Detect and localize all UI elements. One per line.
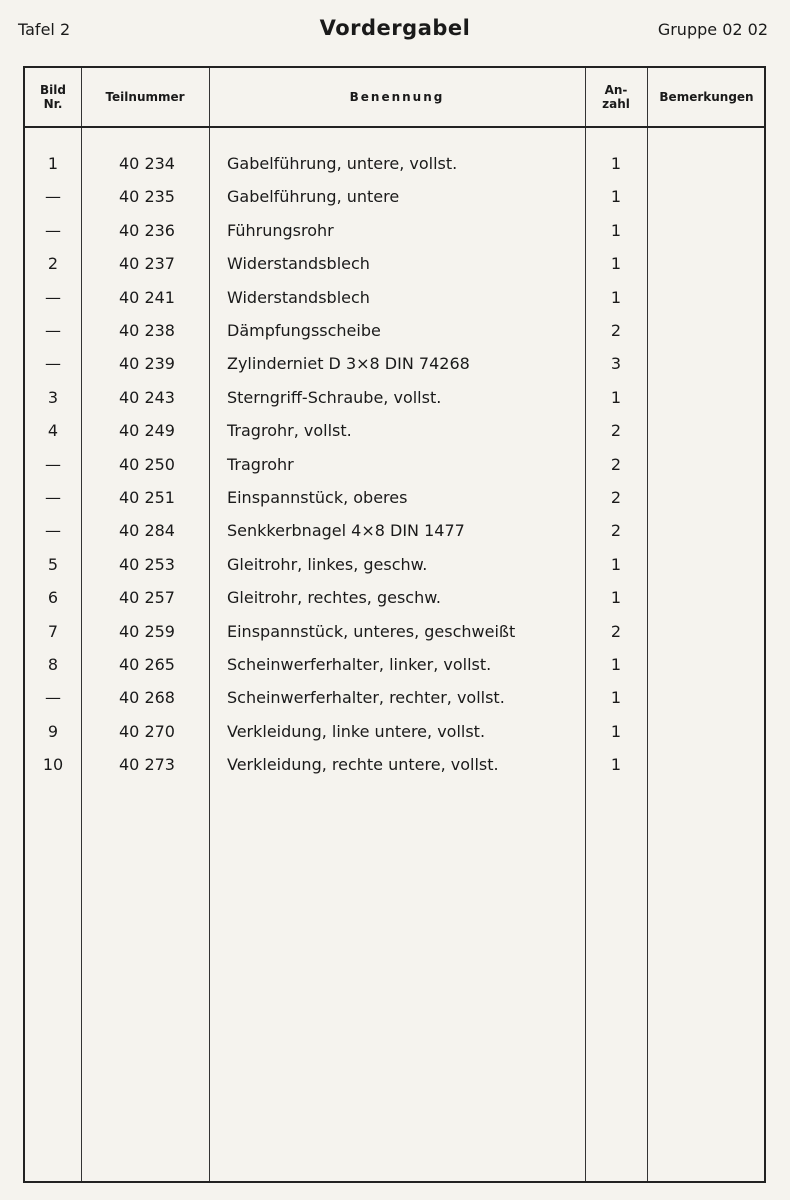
part-name: Tragrohr — [227, 454, 294, 474]
part-number: 40 239 — [119, 354, 175, 374]
part-number: 40 273 — [119, 755, 175, 775]
bild-number: 1 — [47, 154, 59, 173]
table-row — [25, 749, 764, 782]
bild-number: — — [45, 187, 61, 207]
part-number: 40 237 — [119, 254, 175, 274]
quantity: 1 — [610, 220, 622, 240]
quantity: 2 — [610, 488, 622, 507]
table-row — [25, 215, 764, 248]
group-label: Gruppe 02 02 — [657, 20, 768, 39]
bild-number: — — [45, 454, 61, 474]
part-name: Scheinwerferhalter, rechter, vollst. — [227, 688, 505, 708]
bild-number: 2 — [47, 254, 59, 274]
table-row — [25, 415, 764, 448]
part-number: 40 234 — [119, 154, 175, 173]
quantity: 3 — [610, 354, 622, 374]
table-row — [25, 382, 764, 415]
part-name: Gabelführung, untere — [227, 187, 400, 207]
part-name: Einspannstück, oberes — [227, 488, 408, 507]
part-number: 40 251 — [119, 488, 175, 507]
header-divider — [25, 126, 764, 128]
column-header-anzahl — [585, 68, 647, 126]
page-title: Vordergabel — [319, 16, 471, 40]
table-row — [25, 282, 764, 315]
quantity: 1 — [610, 154, 622, 173]
part-name: Zylinderniet D 3×8 DIN 74268 — [227, 354, 470, 374]
part-number: 40 243 — [119, 387, 175, 407]
column-header-bild-line2: Nr. — [43, 97, 63, 111]
column-header-bemerkungen: Bemerkungen — [659, 90, 754, 104]
column-header-teilnummer: Teilnummer — [105, 90, 185, 104]
bild-number: 9 — [47, 721, 59, 741]
quantity: 1 — [610, 588, 622, 608]
part-name: Verkleidung, rechte untere, vollst. — [227, 755, 499, 775]
quantity: 1 — [610, 655, 622, 674]
bild-number: 3 — [47, 387, 59, 407]
bild-number: 8 — [47, 655, 59, 674]
quantity: 1 — [610, 688, 622, 708]
column-header-bild — [25, 68, 81, 126]
part-name: Einspannstück, unteres, geschweißt — [227, 621, 516, 641]
part-name: Widerstandsblech — [227, 287, 370, 307]
bild-number: — — [45, 321, 61, 340]
table-row — [25, 315, 764, 348]
part-name: Dämpfungsscheibe — [227, 321, 381, 340]
table-row — [25, 348, 764, 381]
column-header-benennung: Benennung — [349, 90, 445, 104]
quantity: 2 — [610, 454, 622, 474]
part-name: Verkleidung, linke untere, vollst. — [227, 721, 486, 741]
plate-label: Tafel 2 — [18, 20, 71, 39]
column-header-anzahl-line2: zahl — [602, 97, 630, 111]
column-header-anzahl-line1: An- — [604, 83, 628, 97]
quantity: 2 — [610, 421, 622, 441]
quantity: 1 — [610, 554, 622, 574]
bild-number: 6 — [47, 588, 59, 608]
part-number: 40 253 — [119, 554, 175, 574]
bild-number: 10 — [42, 755, 64, 775]
table-row — [25, 649, 764, 682]
bild-number: — — [45, 354, 61, 374]
column-header-bild-line1: Bild — [40, 83, 66, 97]
parts-table — [23, 66, 766, 1183]
bild-number: — — [45, 688, 61, 708]
table-row — [25, 616, 764, 649]
part-name: Gleitrohr, rechtes, geschw. — [227, 588, 441, 608]
bild-number: — — [45, 488, 61, 507]
part-number: 40 257 — [119, 588, 175, 608]
quantity: 2 — [610, 521, 622, 541]
quantity: 1 — [610, 287, 622, 307]
table-row — [25, 582, 764, 615]
part-number: 40 249 — [119, 421, 175, 441]
table-row — [25, 148, 764, 181]
quantity: 2 — [610, 621, 622, 641]
part-name: Scheinwerferhalter, linker, vollst. — [227, 655, 492, 674]
part-name: Führungsrohr — [227, 220, 334, 240]
part-number: 40 250 — [119, 454, 175, 474]
table-row — [25, 515, 764, 548]
part-name: Widerstandsblech — [227, 254, 370, 274]
part-name: Gabelführung, untere, vollst. — [227, 154, 458, 173]
quantity: 1 — [610, 755, 622, 775]
part-number: 40 259 — [119, 621, 175, 641]
bild-number: — — [45, 287, 61, 307]
table-row — [25, 181, 764, 214]
bild-number: — — [45, 220, 61, 240]
part-number: 40 270 — [119, 721, 175, 741]
part-number: 40 284 — [119, 521, 175, 541]
table-row — [25, 449, 764, 482]
part-name: Senkkerbnagel 4×8 DIN 1477 — [227, 521, 465, 541]
quantity: 2 — [610, 321, 622, 340]
part-number: 40 268 — [119, 688, 175, 708]
part-number: 40 236 — [119, 220, 175, 240]
bild-number: 4 — [47, 421, 59, 441]
bild-number: — — [45, 521, 61, 541]
quantity: 1 — [610, 721, 622, 741]
quantity: 1 — [610, 387, 622, 407]
quantity: 1 — [610, 187, 622, 207]
part-number: 40 241 — [119, 287, 175, 307]
bild-number: 7 — [47, 621, 59, 641]
table-row — [25, 716, 764, 749]
part-number: 40 235 — [119, 187, 175, 207]
part-number: 40 265 — [119, 655, 175, 674]
quantity: 1 — [610, 254, 622, 274]
table-row — [25, 682, 764, 715]
part-name: Tragrohr, vollst. — [227, 421, 352, 441]
bild-number: 5 — [47, 554, 59, 574]
part-name: Sterngriff-Schraube, vollst. — [227, 387, 442, 407]
part-number: 40 238 — [119, 321, 175, 340]
table-row — [25, 549, 764, 582]
table-row — [25, 248, 764, 281]
part-name: Gleitrohr, linkes, geschw. — [227, 554, 428, 574]
table-row — [25, 482, 764, 515]
